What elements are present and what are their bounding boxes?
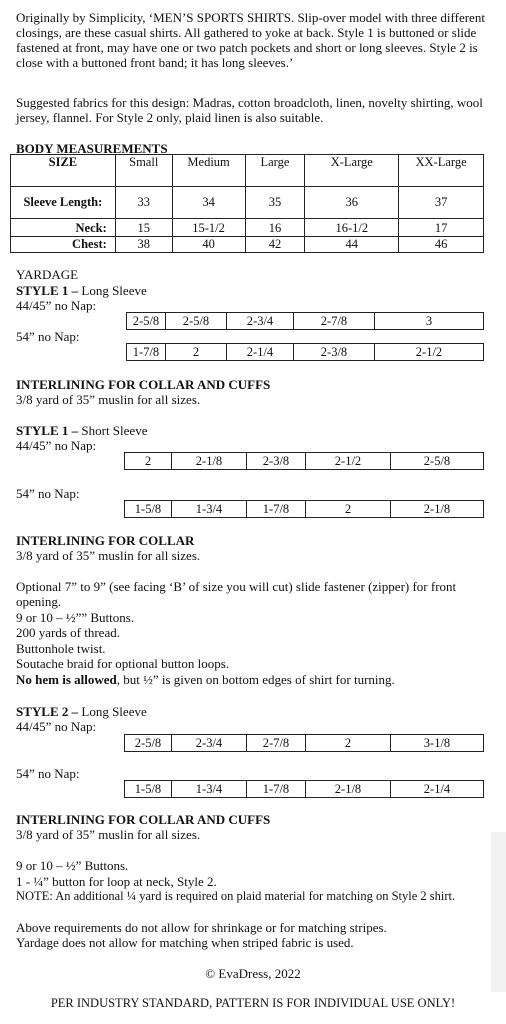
table-row	[127, 313, 484, 330]
value-cell: 2-1/8	[391, 501, 484, 518]
interlining-text: 3/8 yard of 35” muslin for all sizes.	[16, 827, 201, 842]
value-cell: 1-5/8	[125, 501, 172, 518]
table-row	[127, 344, 484, 361]
table-row	[125, 735, 484, 752]
value-cell: 2-3/4	[172, 735, 247, 752]
value-cell: 2	[306, 501, 391, 518]
interlining-collar-cuffs-heading: INTERLINING FOR COLLAR AND CUFFS	[16, 812, 271, 827]
value-cell: 15	[115, 219, 172, 237]
value-cell: 1-3/4	[172, 501, 247, 518]
value-cell: 2-3/8	[294, 344, 375, 361]
loop-button-note: 1 - ¼” button for loop at neck, Style 2.	[16, 874, 217, 889]
value-cell: 1-7/8	[247, 501, 306, 518]
value-cell: 1-3/4	[172, 781, 247, 798]
value-cell: 2-7/8	[294, 313, 375, 330]
braid-note: Soutache braid for optional button loops.	[16, 656, 230, 671]
style-label: STYLE 1 –	[16, 423, 79, 438]
size-cell: X-Large	[305, 155, 399, 187]
yardage-heading: YARDAGE	[16, 267, 79, 282]
size-cell: Medium	[172, 155, 245, 187]
scrollbar-track	[491, 832, 506, 992]
value-cell: 38	[115, 237, 172, 253]
value-cell: 2-1/2	[306, 453, 391, 470]
twist-note: Buttonhole twist.	[16, 641, 106, 656]
size-cell: XX-Large	[399, 155, 484, 187]
style1-short-54-label: 54” no Nap:	[16, 486, 80, 501]
size-cell: Small	[115, 155, 172, 187]
value-cell: 34	[172, 187, 245, 219]
size-header-row	[11, 155, 484, 187]
style1-long-54-table	[126, 343, 484, 361]
sleeve-label: Long Sleeve	[78, 283, 147, 298]
interlining-text: 3/8 yard of 35” muslin for all sizes.	[16, 548, 201, 563]
shrinkage-disclaimer: Above requirements do not allow for shrinkage or for matching stripes.	[16, 920, 387, 935]
value-cell: 37	[399, 187, 484, 219]
value-cell: 2-3/4	[227, 313, 294, 330]
interlining-collar-heading: INTERLINING FOR COLLAR	[16, 533, 195, 548]
value-cell: 33	[115, 187, 172, 219]
sleeve-label: Long Sleeve	[78, 704, 147, 719]
style1-short-heading	[16, 423, 147, 438]
hem-bold: No hem is allowed	[16, 672, 117, 687]
thread-note: 200 yards of thread.	[16, 625, 120, 640]
plaid-note: NOTE: An additional ¼ yard is required on plaid material for matching on Style 2 shirt.	[16, 889, 456, 903]
value-cell: 2-1/4	[391, 781, 484, 798]
value-cell: 2-3/8	[247, 453, 306, 470]
value-cell: 3-1/8	[391, 735, 484, 752]
style2-long-heading	[16, 704, 147, 719]
style-label: STYLE 2 –	[16, 704, 79, 719]
footer-notice: PER INDUSTRY STANDARD, PATTERN IS FOR INDIVIDUAL USE ONLY!	[50, 996, 456, 1010]
value-cell: 2-5/8	[391, 453, 484, 470]
value-cell: 2-1/8	[172, 453, 247, 470]
value-cell: 2-5/8	[166, 313, 227, 330]
hem-note	[16, 672, 395, 687]
value-cell: 1-7/8	[247, 781, 306, 798]
style1-long-heading	[16, 283, 147, 298]
value-cell: 16	[245, 219, 305, 237]
value-cell: 15-1/2	[172, 219, 245, 237]
value-cell: 17	[399, 219, 484, 237]
value-cell: 3	[375, 313, 484, 330]
size-cell: Large	[245, 155, 305, 187]
chest-row	[11, 237, 484, 253]
body-measurements-heading: BODY MEASUREMENTS	[16, 141, 168, 156]
style2-long-54-label: 54” no Nap:	[16, 766, 80, 781]
style1-long-44-table	[126, 312, 484, 330]
style1-long-54-label: 54” no Nap:	[16, 329, 80, 344]
intro-description: Originally by Simplicity, ‘MEN’S SPORTS SHIRTS. Slip-over model with three different closings, are these casual shirts. All gathered to yoke at back. Style 1 is buttoned or slide fastened at front, may have one or two patch pockets and short or long sleeves. Style 2 is close with a buttoned front band; it has long sleeves.’	[16, 10, 485, 70]
style-label: STYLE 1 –	[16, 283, 79, 298]
table-row	[125, 501, 484, 518]
value-cell: 2	[125, 453, 172, 470]
value-cell: 2	[306, 735, 391, 752]
value-cell: 2-7/8	[247, 735, 306, 752]
row-label: Sleeve Length:	[11, 187, 116, 219]
stripe-disclaimer: Yardage does not allow for matching when striped fabric is used.	[16, 935, 354, 950]
buttons-note: 9 or 10 – ½” Buttons.	[16, 858, 129, 873]
value-cell: 46	[399, 237, 484, 253]
table-row	[125, 781, 484, 798]
buttons-note: 9 or 10 – ½”” Buttons.	[16, 610, 135, 625]
value-cell: 1-7/8	[127, 344, 166, 361]
value-cell: 2	[166, 344, 227, 361]
style1-short-54-table	[124, 500, 484, 518]
value-cell: 2-5/8	[127, 313, 166, 330]
style1-short-44-label: 44/45” no Nap:	[16, 438, 97, 453]
value-cell: 2-1/2	[375, 344, 484, 361]
row-label: Neck:	[11, 219, 116, 237]
value-cell: 40	[172, 237, 245, 253]
style1-short-44-table	[124, 452, 484, 470]
hem-rest: , but ½” is given on bottom edges of shirt for turning.	[116, 672, 395, 687]
table-row	[125, 453, 484, 470]
style2-long-44-table	[124, 734, 484, 752]
value-cell: 44	[305, 237, 399, 253]
interlining-collar-cuffs-heading: INTERLINING FOR COLLAR AND CUFFS	[16, 377, 271, 392]
body-measurements-table	[10, 154, 484, 253]
style1-long-44-label: 44/45” no Nap:	[16, 298, 97, 313]
style2-long-54-table	[124, 780, 484, 798]
value-cell: 36	[305, 187, 399, 219]
value-cell: 1-5/8	[125, 781, 172, 798]
fabric-suggestions: Suggested fabrics for this design: Madras, cotton broadcloth, linen, novelty shirting, wool jersey, flannel. For Style 2 only, plaid linen is also suitable.	[16, 95, 483, 125]
value-cell: 16-1/2	[305, 219, 399, 237]
neck-row	[11, 219, 484, 237]
row-label: Chest:	[11, 237, 116, 253]
value-cell: 2-1/4	[227, 344, 294, 361]
zipper-note: Optional 7” to 9” (see facing ‘B’ of size you will cut) slide fastener (zipper) for front opening.	[16, 579, 457, 609]
interlining-text: 3/8 yard of 35” muslin for all sizes.	[16, 392, 201, 407]
sleeve-length-row	[11, 187, 484, 219]
value-cell: 42	[245, 237, 305, 253]
value-cell: 2-5/8	[125, 735, 172, 752]
value-cell: 35	[245, 187, 305, 219]
value-cell: 2-1/8	[306, 781, 391, 798]
style2-long-44-label: 44/45” no Nap:	[16, 719, 97, 734]
copyright: © EvaDress, 2022	[205, 966, 301, 981]
size-header: SIZE	[11, 155, 116, 187]
sleeve-label: Short Sleeve	[78, 423, 148, 438]
